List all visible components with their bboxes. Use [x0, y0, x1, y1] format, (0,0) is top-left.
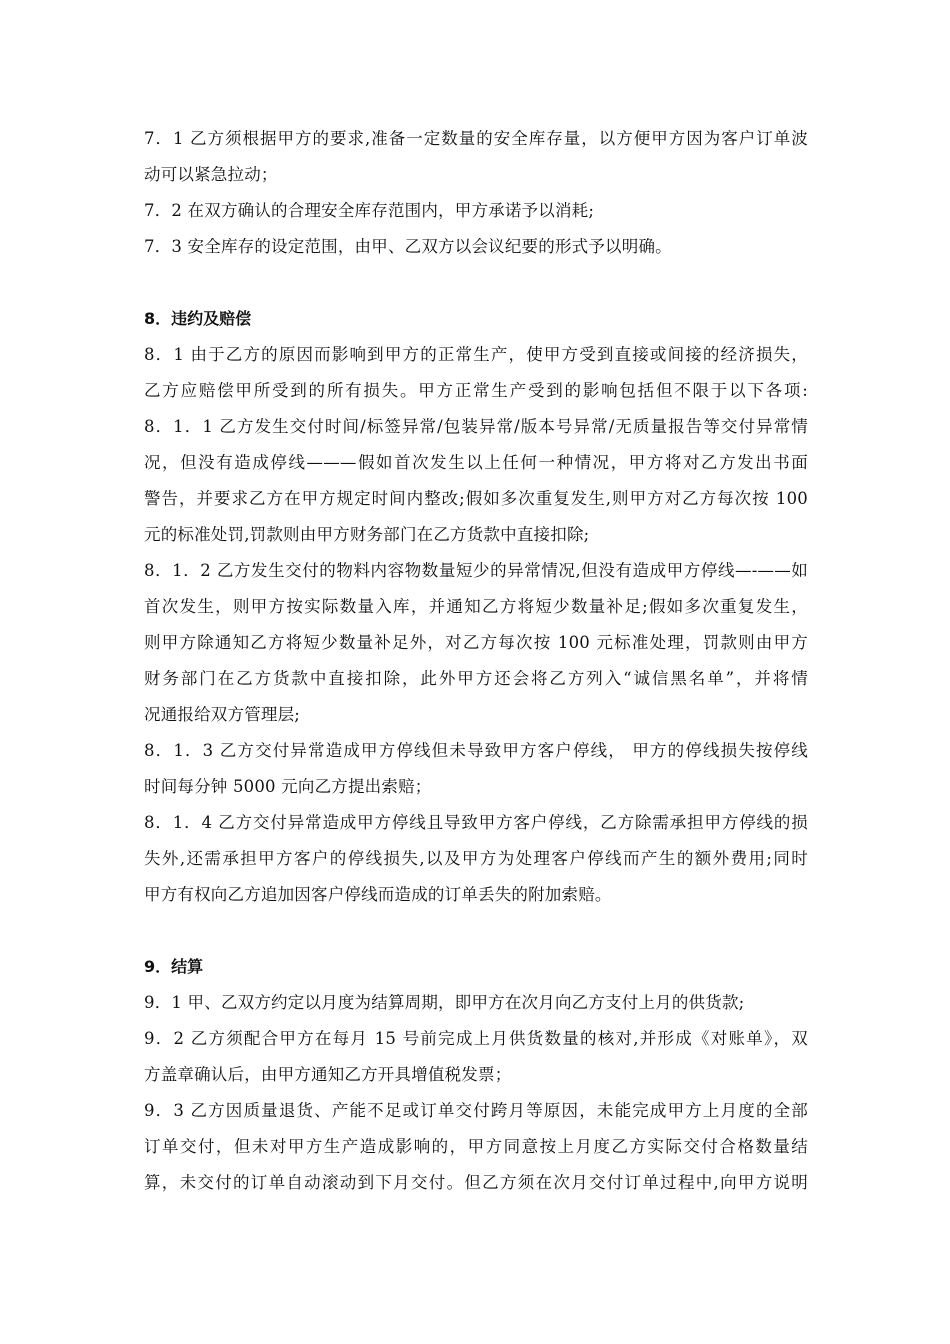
clause-8-1-3-line-1: 8．1．3 乙方交付异常造成甲方停线但未导致甲方客户停线， 甲方的停线损失按停线 — [144, 741, 808, 760]
clause-8-1-2-line-3: 则甲方除通知乙方将短少数量补足外，对乙方每次按 100 元标准处理，罚款则由甲方 — [144, 633, 808, 652]
clause-7-1-line-1: 7．1 乙方须根据甲方的要求,准备一定数量的安全库存量，以方便甲方因为客户订单波 — [144, 129, 808, 148]
clause-8-1-1-line-3: 警告，并要求乙方在甲方规定时间内整改;假如多次重复发生,则甲方对乙方每次按 100 — [144, 489, 808, 508]
clause-8-1-1-line-4: 元的标准处罚,罚款则由甲方财务部门在乙方货款中直接扣除; — [144, 525, 590, 544]
clause-9-2-line-1: 9．2 乙方须配合甲方在每月 15 号前完成上月供货数量的核对,并形成《对账单》，双 — [144, 1029, 808, 1048]
clause-9-3-line-1: 9．3 乙方因质量退货、产能不足或订单交付跨月等原因，未能完成甲方上月度的全部 — [144, 1101, 808, 1120]
clause-9-3-line-2: 订单交付，但未对甲方生产造成影响的，甲方同意按上月度乙方实际交付合格数量结 — [144, 1137, 808, 1156]
clause-7-2: 7．2 在双方确认的合理安全库存范围内，甲方承诺予以消耗; — [144, 201, 595, 220]
clause-8-1-2-line-1: 8．1．2 乙方发生交付的物料内容物数量短少的异常情况,但没有造成甲方停线—-——如 — [144, 561, 808, 580]
clause-8-1-line-2: 乙方应赔偿甲所受到的所有损失。甲方正常生产受到的影响包括但不限于以下各项: — [144, 381, 808, 400]
clause-8-1-3-line-2: 时间每分钟 5000 元向乙方提出索赔； — [144, 777, 432, 796]
section-8-heading: 8．违约及赔偿 — [144, 309, 252, 328]
clause-9-1: 9．1 甲、乙双方约定以月度为结算周期，即甲方在次月向乙方支付上月的供货款; — [144, 993, 745, 1012]
clause-7-1-line-2: 动可以紧急拉动； — [144, 165, 278, 184]
section-gap — [144, 265, 808, 301]
clause-8-1-2-line-5: 况通报给双方管理层; — [144, 705, 301, 724]
clause-8-1-2-line-4: 财务部门在乙方货款中直接扣除，此外甲方还会将乙方列入“诚信黑名单”，并将情 — [144, 669, 808, 688]
document-body — [144, 121, 808, 1201]
clause-9-3-line-3: 算，未交付的订单自动滚动到下月交付。但乙方须在次月交付订单过程中,向甲方说明 — [144, 1173, 808, 1192]
clause-8-1-4-line-2: 失外,还需承担甲方客户的停线损失,以及甲方为处理客户停线而产生的额外费用;同时 — [144, 849, 808, 868]
clause-7-3: 7．3 安全库存的设定范围，由甲、乙双方以会议纪要的形式予以明确。 — [144, 237, 672, 256]
section-gap — [144, 913, 808, 949]
section-9-heading: 9．结算 — [144, 957, 204, 976]
clause-8-1-4-line-3: 甲方有权向乙方追加因客户停线而造成的订单丢失的附加索赔。 — [144, 885, 612, 904]
clause-8-1-line-1: 8．1 由于乙方的原因而影响到甲方的正常生产，使甲方受到直接或间接的经济损失， — [144, 345, 808, 364]
clause-8-1-1-line-1: 8．1．1 乙方发生交付时间/标签异常/包装异常/版本号异常/无质量报告等交付异常情 — [144, 417, 808, 436]
clause-8-1-2-line-2: 首次发生，则甲方按实际数量入库，并通知乙方将短少数量补足;假如多次重复发生， — [144, 597, 808, 616]
clause-8-1-4-line-1: 8．1．4 乙方交付异常造成甲方停线且导致甲方客户停线，乙方除需承担甲方停线的损 — [144, 813, 808, 832]
clause-9-2-line-2: 方盖章确认后，由甲方通知乙方开具增值税发票； — [144, 1065, 512, 1084]
clause-8-1-1-line-2: 况，但没有造成停线———假如首次发生以上任何一种情况，甲方将对乙方发出书面 — [144, 453, 808, 472]
